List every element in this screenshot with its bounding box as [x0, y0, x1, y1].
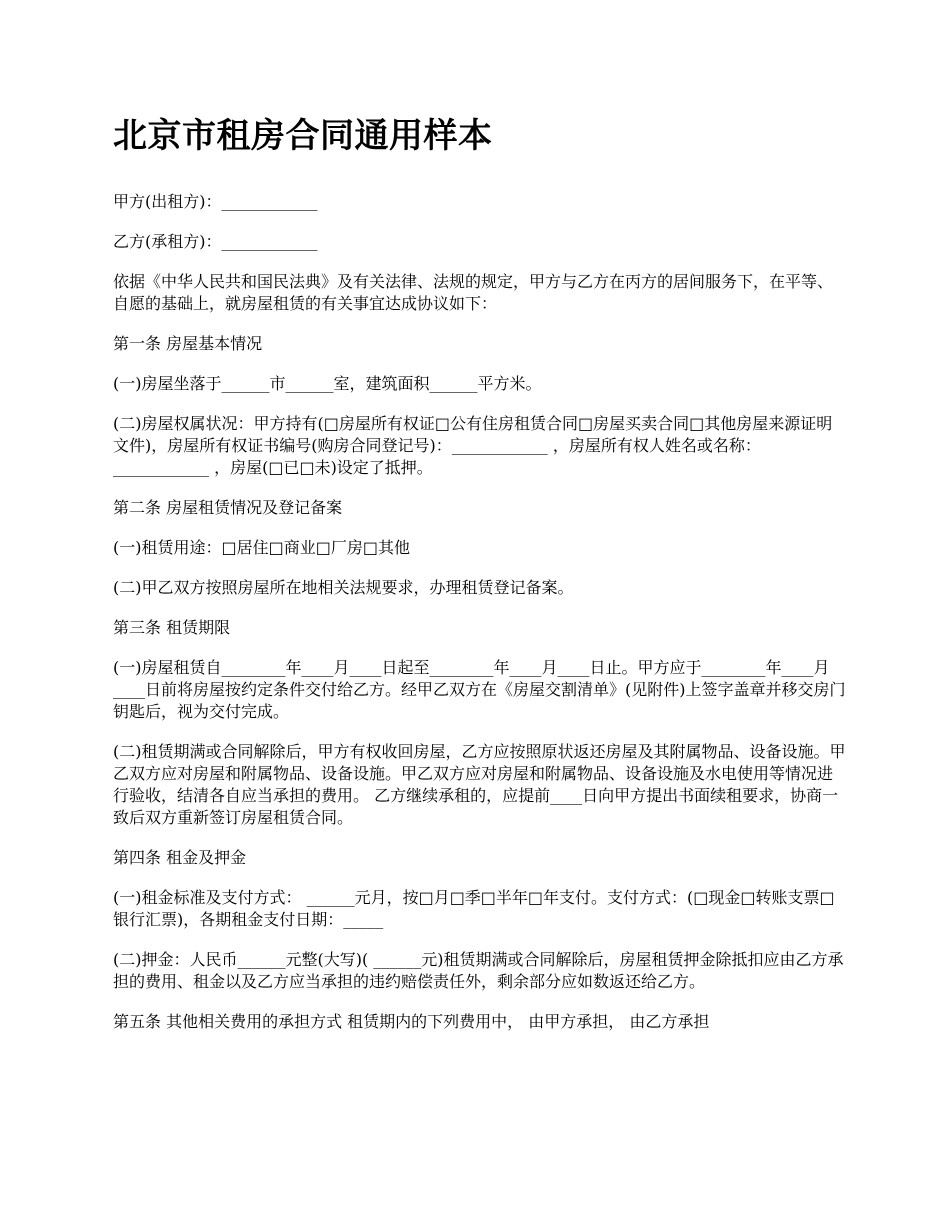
article-1-heading: 第一条 房屋基本情况 [113, 334, 263, 353]
preamble-paragraph: 依据《中华人民共和国民法典》及有关法律、法规的规定，甲方与乙方在丙方的居间服务下，在平等、自愿的基础上，就房屋租赁的有关事宜达成协议如下： [113, 272, 834, 313]
article-4-clause-1: (一)租金标准及支付方式： ______元月，按□月□季□半年□年支付。支付方式：(□现金□转账支票□银行汇票)，各期租金支付日期：_____ [113, 888, 835, 929]
article-1-clause-2: (二)房屋权属状况：甲方持有(□房屋所有权证□公有住房租赁合同□房屋买卖合同□其他房屋来源证明文件)，房屋所有权证书编号(购房合同登记号)：____________ ，房屋所有权人姓名或名称：____________ ，房屋(□已□未)设定了抵押。 [113, 414, 833, 477]
article-2-clause-2: (二)甲乙双方按照房屋所在地相关法规要求，办理租赁登记备案。 [113, 578, 574, 597]
article-4-clause-2: (二)押金：人民币______元整(大写)( ______元)租赁期满或合同解除后，房屋租赁押金除抵扣应由乙方承担的费用、租金以及乙方应当承担的违约赔偿责任外，剩余部分应如数返还给乙方。 [113, 950, 844, 991]
document-title: 北京市租房合同通用样本 [113, 116, 493, 156]
article-1-clause-1: (一)房屋坐落于______市______室，建筑面积______平方米。 [113, 374, 542, 393]
article-3-clause-2: (二)租赁期满或合同解除后，甲方有权收回房屋，乙方应按照原状返还房屋及其附属物品、设备设施。甲乙双方应对房屋和附属物品、设备设施。甲乙双方应对房屋和附属物品、设备设施及水电使用等情况进行验收，结清各自应当承担的费用。 乙方继续承租的，应提前____日向甲方提出书面续租要求，协商一致后双方重新签订房屋租赁合同。 [113, 742, 846, 827]
article-5-heading: 第五条 其他相关费用的承担方式 租赁期内的下列费用中， 由甲方承担， 由乙方承担 [113, 1012, 710, 1031]
article-2-heading: 第二条 房屋租赁情况及登记备案 [113, 498, 343, 517]
party-b-line: 乙方(承租方)：____________ [113, 232, 318, 251]
document-page [113, 112, 848, 1051]
article-3-heading: 第三条 租赁期限 [113, 618, 231, 637]
article-4-heading: 第四条 租金及押金 [113, 848, 247, 867]
article-3-clause-1: (一)房屋租赁自________年____月____日起至________年____月____日止。甲方应于________年____月____日前将房屋按约定条件交付给乙方。经甲乙双方在《房屋交割清单》(见附件)上签字盖章并移交房门钥匙后，视为交付完成。 [113, 658, 846, 721]
party-a-line: 甲方(出租方)：____________ [113, 192, 318, 211]
article-2-clause-1: (一)租赁用途：□居住□商业□厂房□其他 [113, 538, 410, 557]
